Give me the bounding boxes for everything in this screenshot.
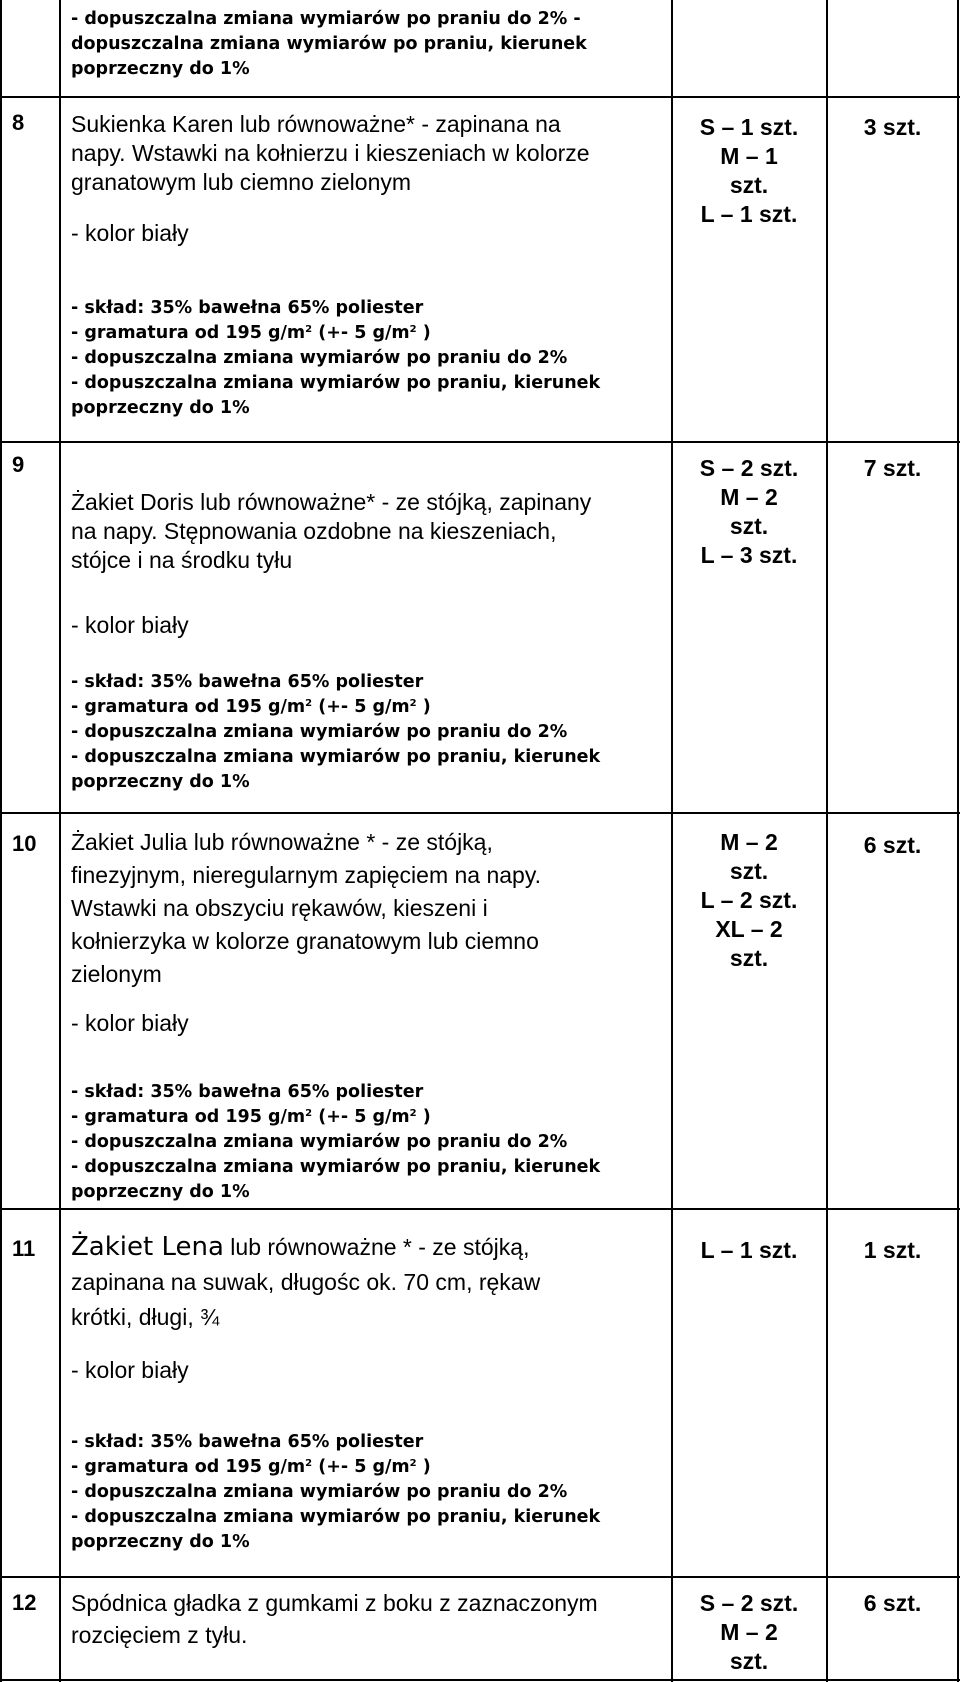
shrinkage: - dopuszczalna zmiana wymiarów po praniu, kierunek: [71, 373, 601, 393]
row-number: 12: [12, 1590, 37, 1615]
size-line: S – 2 szt.: [699, 455, 799, 481]
quantity: 3 szt.: [863, 114, 922, 140]
composition: - skład: 35% bawełna 65% poliester: [71, 672, 424, 692]
shrinkage: - dopuszczalna zmiana wymiarów po praniu, kierunek: [71, 1157, 601, 1177]
item-description: [71, 826, 667, 1040]
sizes: [661, 113, 837, 229]
row-number: 10: [12, 831, 37, 856]
description-line: zielonym: [71, 961, 162, 987]
gramature: - gramatura od 195 $g/m^2$ (+- 5 $g/m^2$ ): [71, 1107, 431, 1127]
sizes: [661, 1589, 837, 1676]
row-number: 9: [12, 452, 25, 477]
size-line: szt.: [729, 945, 769, 971]
shrinkage: poprzeczny do 1%: [71, 398, 250, 418]
item-spec: [71, 1080, 667, 1205]
description-line: Spódnica gładka z gumkami z boku z zaznaczonym: [71, 1590, 598, 1616]
shrinkage: poprzeczny do 1%: [71, 772, 250, 792]
spec-line: - dopuszczalna zmiana wymiarów po praniu do 2% -: [71, 9, 581, 29]
size-line: L – 2 szt.: [700, 887, 798, 913]
description-line: granatowym lub ciemno zielonym: [71, 169, 412, 195]
size-line: szt.: [729, 172, 769, 198]
size-line: XL – 2: [715, 916, 783, 942]
description-line: zapinana na suwak, długośc ok. 70 cm, rękaw: [71, 1269, 541, 1295]
shrinkage: - dopuszczalna zmiana wymiarów po praniu do 2%: [71, 1132, 568, 1152]
size-line: M – 2: [720, 1619, 778, 1645]
table-border-left: [0, 0, 2, 1682]
description-line: na napy. Stępnowania ozdobne na kieszeniach,: [71, 518, 557, 544]
description-line: kołnierzyka w kolorze granatowym lub ciemno: [71, 928, 539, 954]
shrinkage: - dopuszczalna zmiana wymiarów po praniu, kierunek: [71, 1507, 601, 1527]
size-line: L – 1 szt.: [700, 1237, 798, 1263]
table-border-right: [957, 0, 959, 1682]
description-line: Żakiet Doris lub równoważne* - ze stójką, zapinany: [71, 489, 592, 515]
color-line: - kolor biały: [71, 220, 189, 246]
shrinkage: - dopuszczalna zmiana wymiarów po praniu do 2%: [71, 1482, 568, 1502]
size-line: M – 2: [720, 484, 778, 510]
item-spec: [71, 670, 667, 795]
description-line: finezyjnym, nieregularnym zapięciem na napy.: [71, 862, 542, 888]
spec-line: dopuszczalna zmiana wymiarów po praniu, kierunek: [71, 34, 587, 54]
size-line: szt.: [729, 858, 769, 884]
product-name: Żakiet Lena: [71, 1232, 224, 1262]
row-divider: [0, 1208, 960, 1210]
table-border-bottom: [0, 1679, 960, 1681]
quantity: 6 szt.: [863, 1590, 922, 1616]
item-description: [71, 1587, 667, 1651]
composition: - skład: 35% bawełna 65% poliester: [71, 1432, 424, 1452]
size-line: szt.: [729, 513, 769, 539]
row-divider: [0, 96, 960, 98]
description-line: krótki, długi, ¾: [71, 1304, 220, 1330]
size-line: M – 1: [720, 143, 778, 169]
row-divider: [0, 1576, 960, 1578]
shrinkage: - dopuszczalna zmiana wymiarów po praniu do 2%: [71, 348, 568, 368]
row-divider: [0, 441, 960, 443]
description-line: Żakiet Lena lub równoważne * - ze stójką,: [71, 1232, 530, 1262]
gramature: - gramatura od 195 $g/m^2$ (+- 5 $g/m^2$ ): [71, 323, 431, 343]
color-line: - kolor biały: [71, 1357, 189, 1383]
item-description: [71, 488, 667, 640]
row-divider: [0, 812, 960, 814]
size-line: S – 1 szt.: [699, 114, 799, 140]
color-line: - kolor biały: [71, 1010, 189, 1036]
shrinkage: poprzeczny do 1%: [71, 1532, 250, 1552]
description-line: rozcięciem z tyłu.: [71, 1622, 248, 1648]
row-number: 8: [12, 110, 25, 135]
composition: - skład: 35% bawełna 65% poliester: [71, 298, 424, 318]
description-line: Sukienka Karen lub równoważne* - zapinana na: [71, 111, 561, 137]
size-line: M – 2: [720, 829, 778, 855]
size-line: L – 3 szt.: [700, 542, 798, 568]
size-line: L – 1 szt.: [700, 201, 798, 227]
quantity: 7 szt.: [863, 455, 922, 481]
sizes: [661, 454, 837, 570]
shrinkage: - dopuszczalna zmiana wymiarów po praniu, kierunek: [71, 747, 601, 767]
size-line: szt.: [729, 1648, 769, 1674]
quantity: 6 szt.: [863, 832, 922, 858]
description-line: stójce i na środku tyłu: [71, 547, 293, 573]
quantity: 1 szt.: [863, 1237, 922, 1263]
description-line: napy. Wstawki na kołnierzu i kieszeniach w kolorze: [71, 140, 590, 166]
description-line: Żakiet Julia lub równoważne * - ze stójką,: [71, 829, 493, 855]
item-spec: [71, 1430, 667, 1555]
shrinkage: poprzeczny do 1%: [71, 1182, 250, 1202]
composition: - skład: 35% bawełna 65% poliester: [71, 1082, 424, 1102]
sizes: [661, 1236, 837, 1265]
item-description: [71, 110, 667, 248]
gramature: - gramatura od 195 $g/m^2$ (+- 5 $g/m^2$ ): [71, 697, 431, 717]
row-number: 11: [12, 1236, 36, 1261]
description-line: Wstawki na obszyciu rękawów, kieszeni i: [71, 895, 488, 921]
color-line: - kolor biały: [71, 612, 189, 638]
item-spec: [71, 296, 667, 421]
gramature: - gramatura od 195 $g/m^2$ (+- 5 $g/m^2$ ): [71, 1457, 431, 1477]
item-description: [71, 1230, 667, 1388]
shrinkage: - dopuszczalna zmiana wymiarów po praniu do 2%: [71, 722, 568, 742]
spec-line: poprzeczny do 1%: [71, 59, 250, 79]
sizes: [661, 828, 837, 973]
size-line: S – 2 szt.: [699, 1590, 799, 1616]
table-divider-number: [59, 0, 61, 1682]
continued-spec: [71, 7, 667, 82]
